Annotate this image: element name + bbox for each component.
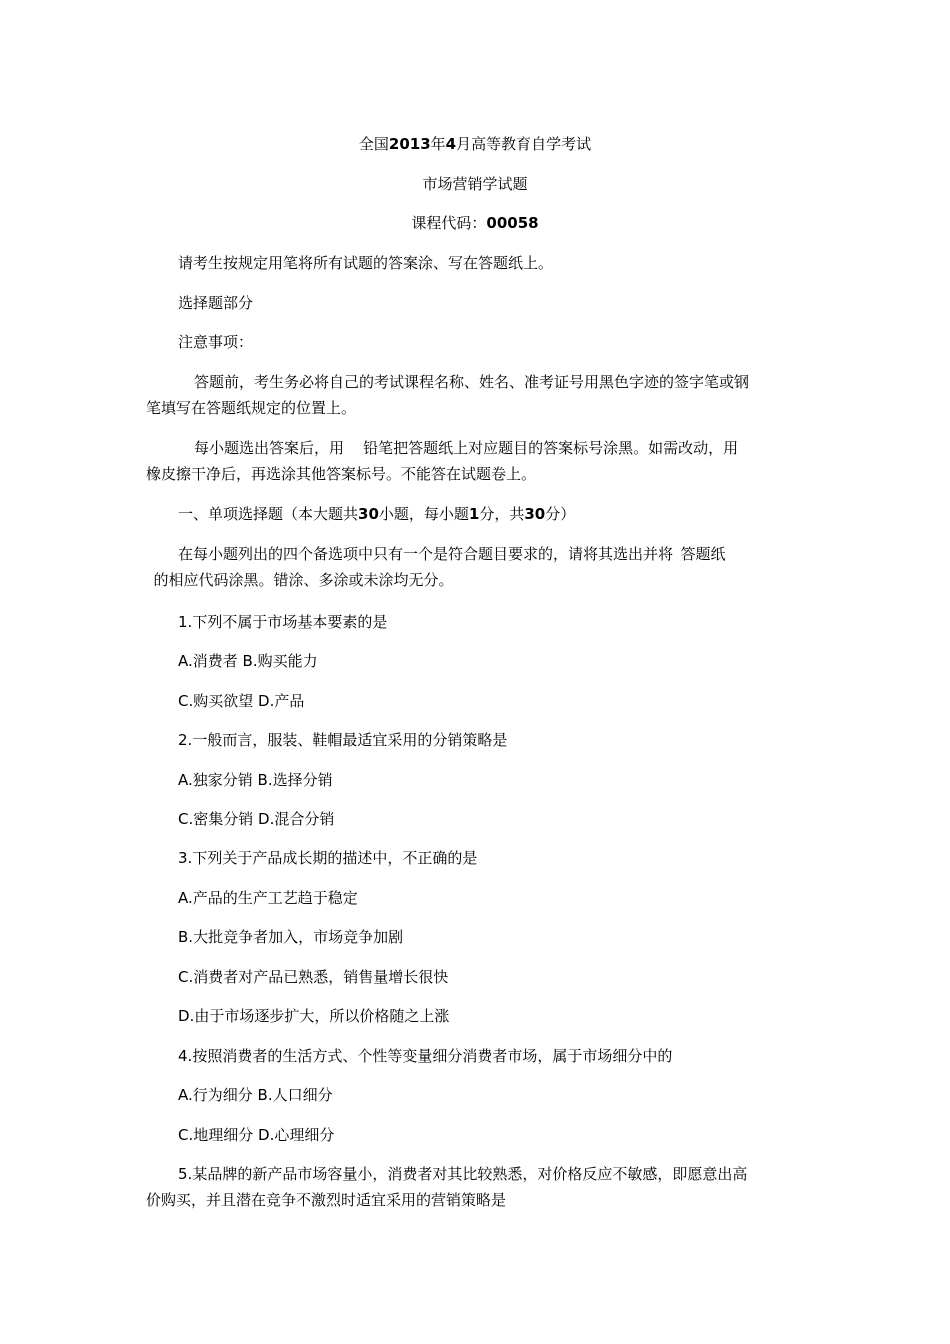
question-1-options-cd	[178, 690, 304, 712]
part1-heading-prefix: 一、单项选择题（本大题共	[178, 505, 359, 523]
option-label: B.	[257, 771, 273, 789]
question-number: 5.	[178, 1165, 193, 1183]
part1-desc-line1	[178, 543, 726, 565]
option-text: 行为细分	[192, 1086, 258, 1104]
option-label: B.	[242, 652, 258, 670]
question-1-options-ab	[178, 650, 318, 672]
option-label: D.	[258, 692, 275, 710]
option-text: 人口细分	[272, 1086, 333, 1104]
question-text: 按照消费者的生活方式、个性等变量细分消费者市场，属于市场细分中的	[192, 1047, 673, 1065]
subject-title: 市场营销学试题	[422, 175, 528, 193]
course-code-label: 课程代码：	[411, 214, 487, 232]
option-label: A.	[178, 652, 193, 670]
title-year-suffix: 年	[430, 135, 446, 153]
part1-desc-line2	[146, 569, 454, 591]
part1-heading-mid: 小题，每小题	[378, 505, 469, 523]
note1-line2: 笔填写在答题纸规定的位置上。	[146, 399, 357, 417]
question-3-option-c	[178, 966, 448, 988]
question-1	[178, 611, 387, 633]
option-text: 独家分销	[192, 771, 258, 789]
section-label: 选择题部分	[178, 294, 254, 312]
question-2-options-ab	[178, 769, 333, 791]
title-suffix: 月高等教育自学考试	[456, 135, 592, 153]
question-3	[178, 847, 477, 869]
part1-desc-text: 在每小题列出的四个备选项中只有一个是符合题目要求的，请将其选出并将	[178, 545, 674, 563]
option-text: 购买欲望	[193, 692, 259, 710]
title-prefix: 全国	[358, 135, 389, 153]
option-label: C.	[178, 968, 194, 986]
option-label: D.	[258, 810, 275, 828]
option-label: D.	[178, 1007, 195, 1025]
part1-desc-text-end: 答题纸	[680, 545, 726, 563]
option-text: 产品的生产工艺趋于稳定	[192, 889, 358, 907]
note2-line2: 橡皮擦干净后，再选涂其他答案标号。不能答在试题卷上。	[146, 465, 537, 483]
option-text: 大批竞争者加入，市场竞争加剧	[193, 928, 404, 946]
question-4-options-cd	[178, 1124, 334, 1146]
option-label: D.	[258, 1126, 275, 1144]
option-label: C.	[178, 1126, 194, 1144]
option-text: 密集分销	[193, 810, 259, 828]
general-instruction: 请考生按规定用笔将所有试题的答案涂、写在答题纸上。	[178, 254, 554, 272]
option-text: 混合分销	[274, 810, 335, 828]
option-text: 心理细分	[274, 1126, 335, 1144]
question-5	[178, 1163, 747, 1185]
question-text: 下列不属于市场基本要素的是	[192, 613, 388, 631]
title-year: 2013	[388, 135, 431, 153]
option-label: C.	[178, 692, 194, 710]
question-2-options-cd	[178, 808, 334, 830]
option-label: A.	[178, 1086, 193, 1104]
question-text: 某品牌的新产品市场容量小，消费者对其比较熟悉，对价格反应不敏感，即愿意出高	[192, 1165, 748, 1183]
question-number: 3.	[178, 849, 193, 867]
option-text: 产品	[274, 692, 305, 710]
option-label: B.	[257, 1086, 273, 1104]
part1-question-count: 30	[358, 505, 379, 523]
part1-heading-mid2: 分，共	[479, 505, 525, 523]
course-code	[0, 212, 950, 234]
question-3-option-d	[178, 1005, 449, 1027]
question-2	[178, 729, 507, 751]
question-3-option-a	[178, 887, 358, 909]
exam-title	[0, 133, 950, 155]
question-3-option-b	[178, 926, 403, 948]
option-text: 购买能力	[257, 652, 318, 670]
question-number: 4.	[178, 1047, 193, 1065]
question-4	[178, 1045, 672, 1067]
question-number: 1.	[178, 613, 193, 631]
title-month: 4	[445, 135, 457, 153]
note1-line1: 答题前，考生务必将自己的考试课程名称、姓名、准考证号用黑色字迹的签字笔或钢	[194, 373, 750, 391]
part1-points-total: 30	[524, 505, 546, 523]
option-text: 地理细分	[193, 1126, 259, 1144]
option-text: 由于市场逐步扩大，所以价格随之上涨	[194, 1007, 450, 1025]
part1-heading	[178, 503, 575, 525]
option-label: A.	[178, 889, 193, 907]
question-number: 2.	[178, 731, 193, 749]
part1-points-each: 1	[468, 505, 480, 523]
notes-label: 注意事项：	[178, 333, 254, 351]
question-text: 下列关于产品成长期的描述中，不正确的是	[192, 849, 478, 867]
note2-line1: 每小题选出答案后，用 铅笔把答题纸上对应题目的答案标号涂黑。如需改动，用	[194, 439, 739, 457]
option-label: B.	[178, 928, 194, 946]
option-label: A.	[178, 771, 193, 789]
part1-desc-text2: 的相应代码涂黑。错涂、多涂或未涂均无分。	[153, 571, 454, 589]
course-code-value: 00058	[486, 214, 539, 232]
question-4-options-ab	[178, 1084, 333, 1106]
option-text: 选择分销	[272, 771, 333, 789]
part1-heading-suffix: 分）	[545, 505, 576, 523]
question-text: 一般而言，服装、鞋帽最适宜采用的分销策略是	[192, 731, 508, 749]
option-text: 消费者	[192, 652, 243, 670]
option-label: C.	[178, 810, 194, 828]
option-text: 消费者对产品已熟悉，销售量增长很快	[193, 968, 449, 986]
question-5-line2: 价购买，并且潜在竞争不激烈时适宜采用的营销策略是	[146, 1191, 507, 1209]
